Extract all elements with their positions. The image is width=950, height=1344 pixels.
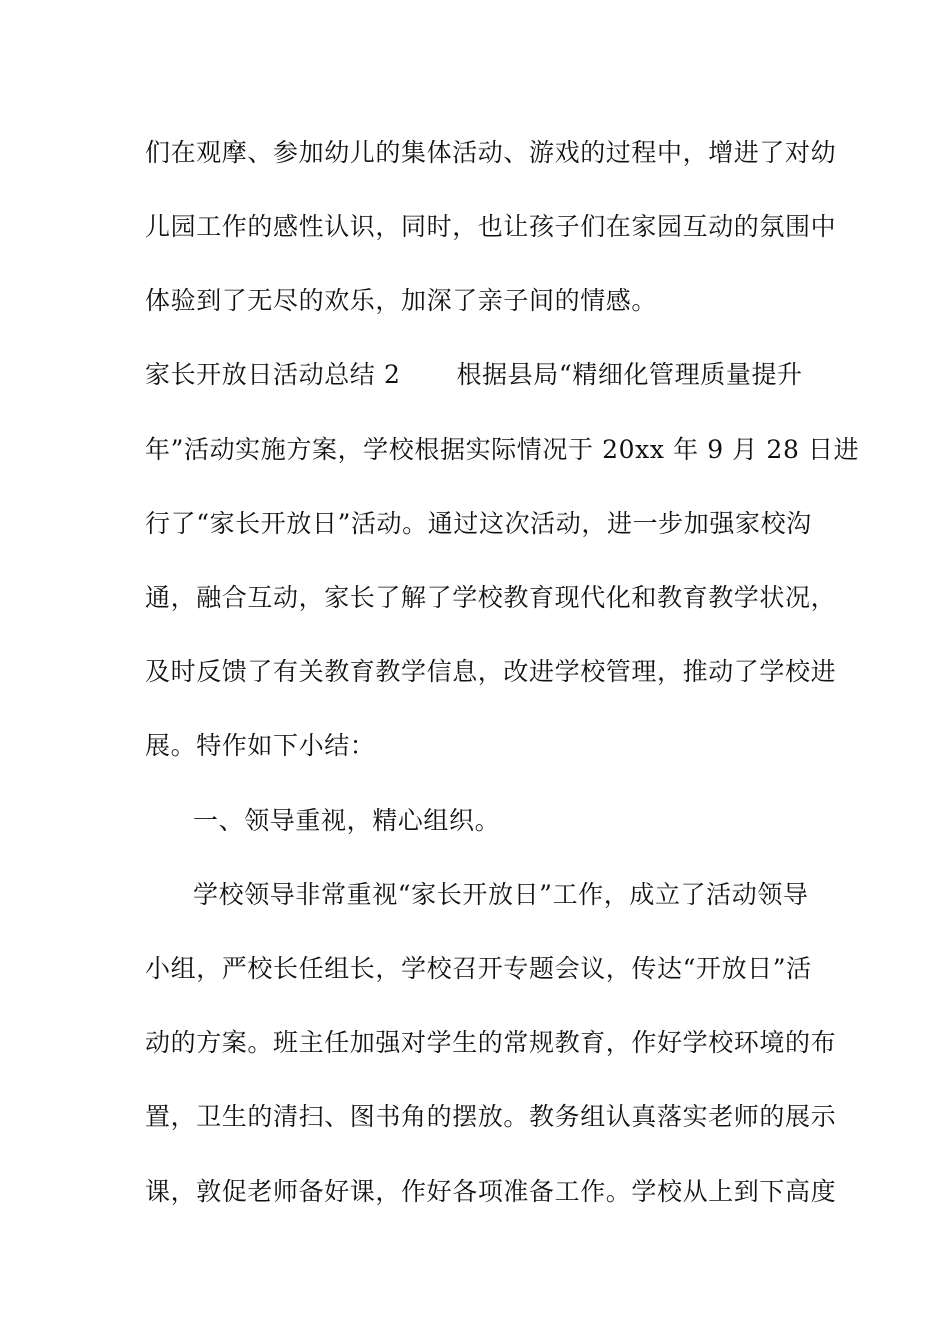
text-line: 们在观摩、参加幼儿的集体活动、游戏的过程中，增进了对幼	[145, 138, 837, 167]
text-line: 儿园工作的感性认识，同时，也让孩子们在家园互动的氛围中	[145, 212, 837, 241]
section-title-line	[145, 358, 825, 392]
text-line: 小组，严校长任组长，学校召开专题会议，传达“开放日”活	[145, 954, 812, 983]
text-line: 展。特作如下小结：	[145, 731, 376, 760]
subheading: 一、领导重视，精心组织。	[193, 806, 501, 835]
text-line: 行了“家长开放日”活动。通过这次活动，进一步加强家校沟	[145, 509, 812, 538]
paragraph-start: 根据县局“精细化管理质量提升	[456, 360, 803, 389]
text-line: 学校领导非常重视“家长开放日”工作，成立了活动领导	[193, 880, 809, 909]
text-line: 课，敦促老师备好课，作好各项准备工作。学校从上到下高度	[145, 1177, 837, 1206]
section-title: 家长开放日活动总结 2	[145, 360, 401, 389]
text-line: 动的方案。班主任加强对学生的常规教育，作好学校环境的布	[145, 1028, 837, 1057]
text-line: 置，卫生的清扫、图书角的摆放。教务组认真落实老师的展示	[145, 1102, 837, 1131]
text-line: 年”活动实施方案，学校根据实际情况于 20xx 年 9 月 28 日进	[145, 435, 860, 464]
text-line: 通，融合互动，家长了解了学校教育现代化和教育教学状况，	[145, 583, 837, 612]
text-line: 体验到了无尽的欢乐，加深了亲子间的情感。	[145, 286, 658, 315]
text-line: 及时反馈了有关教育教学信息，改进学校管理，推动了学校进	[145, 657, 837, 686]
